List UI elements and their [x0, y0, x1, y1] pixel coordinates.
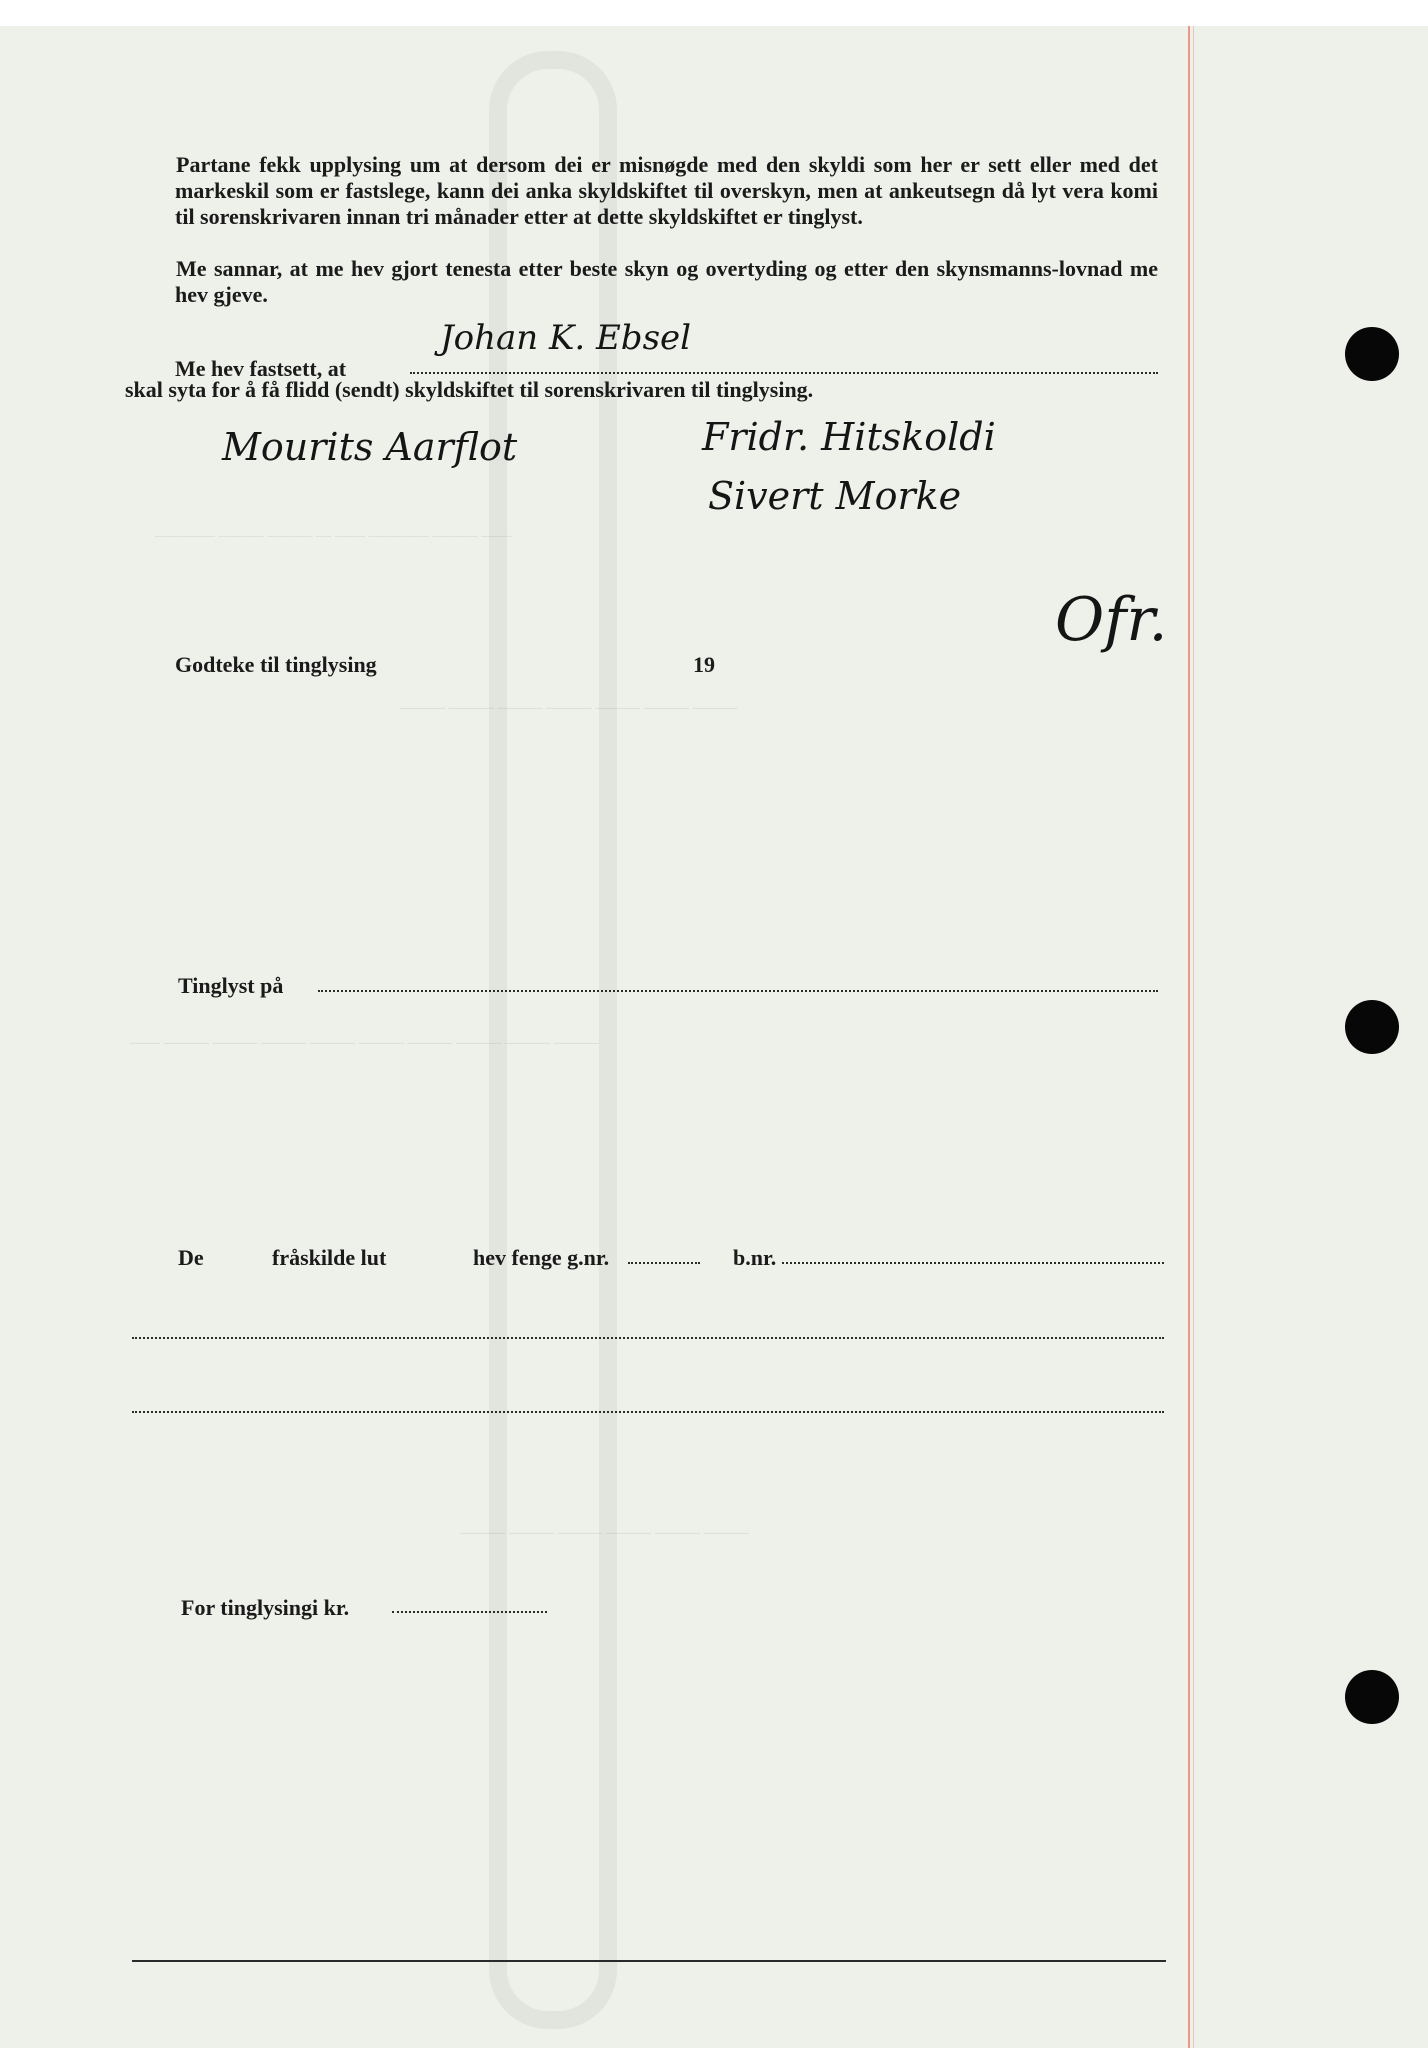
punch-hole-top: [1345, 327, 1399, 381]
show-through-text: ——— ——— ——— ——— ——— ———: [460, 1525, 749, 1541]
punch-hole-bottom: [1345, 1670, 1399, 1724]
fastsett-label: Me hev fastsett, at: [175, 356, 347, 381]
punch-hole-middle: [1345, 1000, 1399, 1054]
tinglyst-dotted-line: [318, 990, 1158, 992]
gnr-dotted-line: [628, 1262, 700, 1264]
fastsett-dotted-line: [410, 372, 1158, 374]
signature-3: Sivert Morke: [708, 474, 962, 518]
skal-syta-text: skal syta for å få flidd (sendt) skyldskiftet til sorenskrivaren til tinglysing.: [125, 377, 814, 402]
blank-dotted-line-2: [132, 1411, 1164, 1413]
fee-dotted-line: [392, 1611, 547, 1613]
de-label: De: [178, 1245, 204, 1270]
scan-top-border: [0, 0, 1428, 26]
show-through-text: ——— ——— ——— ——— ——— ——— ———: [400, 700, 738, 716]
initials-handwritten: Ofr.: [1055, 585, 1168, 655]
godteke-label: Godteke til tinglysing: [175, 652, 377, 677]
show-through-text: —— ——— ——— ——— ——— ——— ——— ——— ——— ———: [130, 1035, 599, 1051]
hev-fenge-label: hev fenge g.nr.: [473, 1245, 610, 1270]
year-prefix: 19: [693, 652, 715, 677]
red-margin-line: [1188, 26, 1190, 2048]
fraskilde-label: fråskilde lut: [272, 1245, 387, 1270]
tinglyst-label: Tinglyst på: [178, 973, 284, 998]
bnr-dotted-line: [782, 1262, 1164, 1264]
attestation-paragraph: Me sannar, at me hev gjort tenesta etter beste skyn og overtyding og etter den skynsmanns-lovnad me hev gjeve.: [175, 256, 1158, 307]
disclaimer-paragraph: Partane fekk upplysing um at dersom dei er misnøgde med den skyldi som her er sett eller med det markeskil som er fastslege, kann dei anka skyldskiftet til overskyn, men at ankeutsegn då lyt vera komi til sorenskrivaren innan tri månader etter at dette skyldskiftet er tinglyst.: [175, 152, 1158, 229]
bottom-rule: [132, 1960, 1166, 1962]
for-tinglysingi-label: For tinglysingi kr.: [181, 1595, 350, 1620]
signature-1: Mourits Aarflot: [222, 425, 518, 469]
blank-dotted-line-1: [132, 1337, 1164, 1339]
fastsett-handwritten-name: Johan K. Ebsel: [440, 318, 692, 358]
signature-2: Fridr. Hitskoldi: [702, 415, 996, 459]
bnr-label: b.nr.: [733, 1245, 777, 1270]
show-through-text: ———— ——— ——— — —— ———— ——— ——: [155, 528, 512, 544]
red-margin-line-shadow: [1193, 26, 1194, 2048]
